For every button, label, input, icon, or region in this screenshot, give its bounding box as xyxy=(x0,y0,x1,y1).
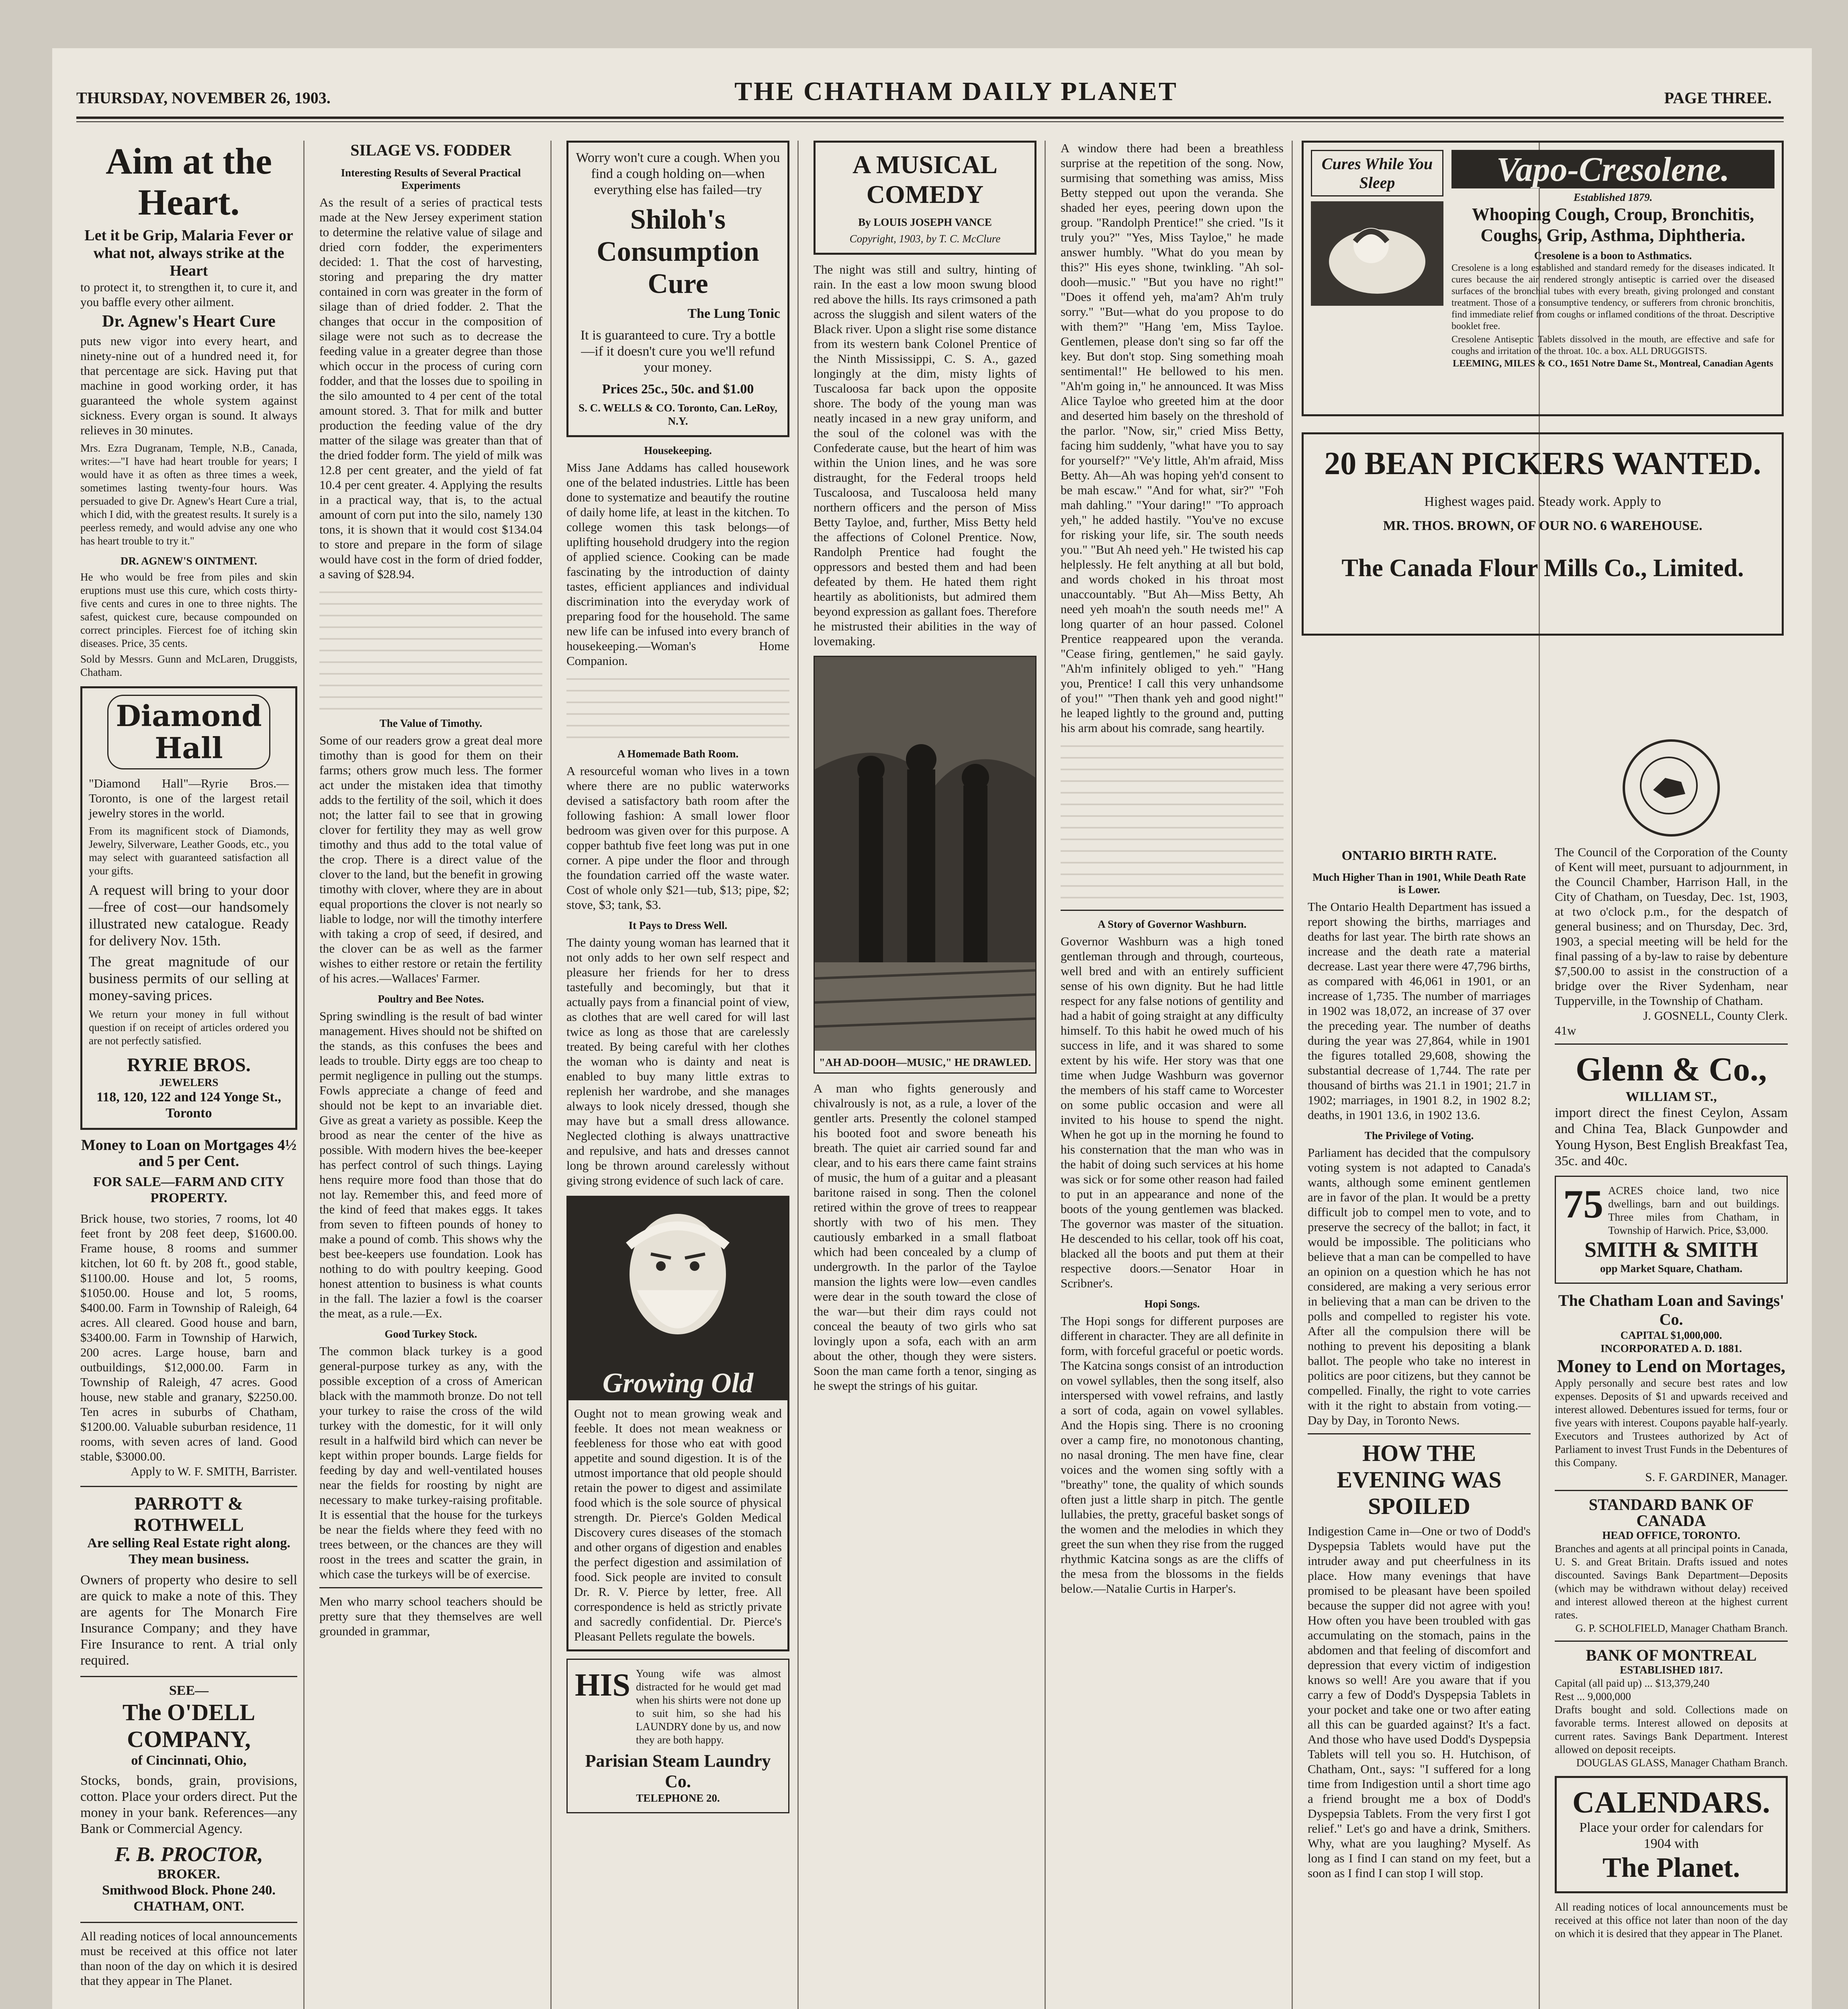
ad-text: Cresolene is a long established and standard remedy for the diseases indicated. It cures because the air rendered strongly antiseptic is carried over the diseased surfaces of the bronchial tubes with every breath, giving prolonged and constant treatment. Those of a consumptive tendency, or sufferers from chronic bronchitis, find immediate relief from coughs or inflamed conditions of the throat. Descriptive booklet free. xyxy=(1451,263,1774,331)
parrott-rothwell-ad xyxy=(80,1493,297,1669)
divider xyxy=(80,1922,297,1923)
divider xyxy=(1061,910,1284,911)
vapo-cresolene-ad xyxy=(1302,141,1784,416)
sale-headline: FOR SALE—FARM AND CITY PROPERTY. xyxy=(93,1174,285,1205)
story-text: A window there had been a breathless surprise at the repetition of the song. Now, surmising that something was amiss, Miss Betty stepped out upon the veranda. She shaded her eyes, peering down upon the group. "Randolph Prentice!" she cried. "Is it truly you?" "Yes, Miss Tayloe," he made answer humbly. "What do you mean by this?" His eyes shone, twinkling. "Ah sol-dooh—music." "But you have no right!" "Does it offend yeh, ma'am? Ah'm truly sorry." "But—what do you propose to do with them?" "Hang 'em, Miss Tayloe. Gentlemen, please don't sing so far off the key. But don't stop. Sing something moah sentimental!" He bellowed to his men. "Ah'm going in," he announced. It was Miss Alice Tayloe who greeted him at the door and deserted him basely on the threshold of the parlor. "Now, sir," cried Miss Betty, facing him suddenly, "what have you to say for yourself?" "Ve'y little, Ah'm afraid, Miss Betty. Ah—Ah was hoping yeh'd consent to be mah escaw." "And for what, sir?" "Foh mah dahling." "Your daring!" "To approach yeh," he added hastily. "You've no excuse for risking your life, sir. The south needs you." "But Ah need yeh." He twisted his cap helplessly. He felt anything at all but bold, and words choked in his throat most unaccountably. "But Ah—Miss Betty, Ah need yeh moah'n the south needs me!" A long quarter of an hour passed. Colonel Prentice reappeared upon the veranda. "Cease firing, gentlemen," he said gayly. "Ah'm infinitely obliged to yeh." "Hang you, Prentice! I call this very unhandsome of you!" "Then thank yeh and good night!" he leaped lightly to the ground and, putting his arm about his comrade, sang heartily. xyxy=(1061,141,1284,735)
divider xyxy=(319,1587,542,1588)
column-divider xyxy=(550,141,552,2009)
firm-address: opp Market Square, Chatham. xyxy=(1600,1262,1743,1275)
loan-co-signature: S. F. GARDINER, Manager. xyxy=(1645,1470,1788,1484)
ad-text: We return your money in full without question if on receipt of articles ordered you are not perfectly satisfied. xyxy=(89,1008,289,1047)
vapo-tagline: Cures While You Sleep xyxy=(1311,150,1443,196)
article-subhead: A Story of Governor Washburn. xyxy=(1098,918,1247,930)
growing-old-ad xyxy=(566,1196,789,1651)
see-label: SEE— xyxy=(169,1683,209,1698)
masthead-rule-thin xyxy=(76,121,1784,122)
ad-text: Cresolene Antiseptic Tablets dissolved in the mouth, are effective and safe for coughs and irritation of the throat. 10c. a box. ALL DRUGGISTS. xyxy=(1451,334,1774,356)
article-subhead: Good Turkey Stock. xyxy=(384,1328,477,1340)
diamond-hall-frame xyxy=(107,695,270,769)
council-notice: The Council of the Corporation of the County of Kent will meet, pursuant to adjournment, in the Council Chamber, Harrison Hall, in the City of Chatham, on Tuesday, Dec. 1st, 1903, at two o'clock p.m., for the despatch of general business; and on Thursday, Dec. 3rd, 1903, a special meeting will be held for the final passing of a by-law to raise by debenture $7,500.00 to assist in the construction of a bridge over the River Sydenham, near Tupperville, in the Township of Chatham. xyxy=(1555,845,1788,1008)
article-text: The dainty young woman has learned that it not only adds to her own self respect and pleasure her friends for her to dress tastefully and becomingly, but that it actually pays from a financial point of view, as clothes that are well cared for will last twice as long as those that are carelessly treated. By being careful with her clothes the woman who is dainty and neat is enabled to buy many little extras to replenish her wardrobe, and she manages always to look nicely dressed, though she may have but a small dress allowance. Neglected clothing is always unattractive and repulsive, and hats and dresses cannot long be thrown around carelessly without giving strong evidence of such lack of care. xyxy=(566,935,789,1187)
testimonial: Mrs. Ezra Dugranam, Temple, N.B., Canada, writes:—"I have had heart trouble for years; I would have it as often as three times a week, sometimes lasting twenty-four hours. Was persuaded to give Dr. Agnew's Heart Cure a trial, which I did, with the greatest results. It surely is a peerless remedy, and would advise any one who has heart trouble to try it." xyxy=(80,442,297,547)
article-text: Governor Washburn was a high toned gentleman through and through, courteous, well bred and with an entirely sufficient sense of his own dignity. But he had little respect for any false notions of gentility and had a habit of going straight at any difficulty himself. To this habit he owed much of his success in life, and it was shared to some extent by his wife. Her story was that one time when Judge Washburn was governor the members of his staff came to Worcester on some public occasion and were all invited to his house to spend the night. When he got up in the morning he found to his consternation that the man who was in the habit of doing such services at his home was sick or for some other reason had failed to put in an appearance and none of the boots of the young gentlemen was blacked. The governor was master of the situation. He descended to his cellar, took off his coat, blacked all the boots and put them at their respective doors.—Senator Hoar in Scribner's. xyxy=(1061,934,1284,1290)
article-headline: SILAGE VS. FODDER xyxy=(350,141,511,159)
ad-headline: CALENDARS. xyxy=(1572,1786,1770,1819)
sale-contact: Apply to W. F. SMITH, Barrister. xyxy=(130,1464,297,1478)
real-estate-listing xyxy=(80,1137,297,1479)
ad-sub: of Cincinnati, Ohio, xyxy=(131,1753,247,1768)
story-copyright: Copyright, 1903, by T. C. McClure xyxy=(849,233,1001,245)
story-title-box xyxy=(814,141,1036,255)
column-divider xyxy=(797,141,799,2009)
ad-text: A request will bring to your door—free of cost—our handsomely illustrated new catalogue. Ready for delivery Nov. 15th. xyxy=(89,882,289,949)
article-subhead: Much Higher Than in 1901, While Death Rate is Lower. xyxy=(1312,871,1526,896)
old-man-drawing xyxy=(568,1198,787,1367)
sleeping-child-illustration xyxy=(1311,201,1443,306)
divider xyxy=(80,1676,297,1677)
column-4 xyxy=(814,141,1036,2009)
story-author: By LOUIS JOSEPH VANCE xyxy=(858,216,992,228)
glenn-text: import direct the finest Ceylon, Assam and China Tea, Black Gunpowder and Young Hyson, Best English Breakfast Tea, 35c. and 40c. xyxy=(1555,1105,1788,1168)
vapo-maker: LEEMING, MILES & CO., 1651 Notre Dame St., Montreal, Canadian Agents xyxy=(1453,358,1773,369)
vapo-ailments: Whooping Cough, Croup, Bronchitis, Coughs, Grip, Asthma, Diphtheria. xyxy=(1472,205,1754,245)
article-text: Some of our readers grow a great deal more timothy than is good for them on their farms; others grow much less. The former act under the mistaken idea that timothy adds to the fertility of the soil, which it does not; the latter fail to see that in growing clover for fertility they may as well grow timothy and thus add to the total value of the crop. There is a direct value of the clover to the land, but the benefit in growing timothy with clover, where they are in about equal proportions the clover is not nearly so liable to lodge, nor will the timothy interfere with taking a crop of seed, if desired, and the clover can be as well as the farmer wishes to either restore or retain the fertility of his acres.—Wallaces' Farmer. xyxy=(319,733,542,985)
sleeping-child-drawing xyxy=(1311,201,1443,306)
issue-date: THURSDAY, NOVEMBER 26, 1903. xyxy=(76,89,331,107)
divider xyxy=(80,1486,297,1487)
ad-lead: Worry won't cure a cough. When you find a cough holding on—when everything else has failed—try xyxy=(576,150,780,197)
divider xyxy=(1555,1490,1788,1491)
column-divider xyxy=(303,141,305,2009)
shiloh-consumption-cure-ad xyxy=(566,141,789,437)
subhead: DR. AGNEW'S OINTMENT. xyxy=(120,555,258,567)
montreal-bank-headline: BANK OF MONTREAL xyxy=(1586,1646,1757,1664)
ad-headline: Growing Old xyxy=(568,1367,787,1400)
article-subhead: A Homemade Bath Room. xyxy=(617,748,739,760)
sale-text: Brick house, two stories, 7 rooms, lot 40 feet front by 208 feet deep, $1600.00. Frame house, 8 rooms and summer kitchen, lot 60 ft. by 208 ft., good stable, $1100.00. House and lot, 5 rooms, $1050.00. House and lot, 5 rooms, $400.00. Farm in Township of Raleigh, 64 acres. All cleared. Good house and barn, $3400.00. Farm in Township of Harwich, 200 acres. Large house, barn and outbuildings, $12,000.00. Farm in Township of Raleigh, 47 acres. Good house, new stable and granary, $2250.00. Ten acres in suburbs of Chatham, $1200.00. Valuable suburban residence, 11 rooms, with seven acres of land. Good stable, $3000.00. xyxy=(80,1211,297,1463)
column-7 xyxy=(1555,739,1788,2009)
story-text: The night was still and sultry, hinting of rain. In the east a low moon swung blood red above the hills. Its rays crimsoned a path across the sluggish and silent waters of the Black river. Upon a slight rise some distance from its western bank Colonel Prentice of the Ninth Mississippi, C. S. A., gazed longingly at the dim, misty lights of Tuscaloosa far back upon the opposite shore. The body of the young man was neatly incased in a new gray uniform, and the soul of the colonel was with the Confederate cause, but the heart of him was within the Union lines, and he was sore distraught, for the Federal troops held Tuscaloosa, and Tuscaloosa held many northern officers and the person of Miss Betty Tayloe, and, further, Miss Betty held the affections of Colonel Prentice. Now, Randolph Prentice had fought the oppressors and bested them and had been defeated by them. He hated them right heartily as abolitionists, but admired them beyond expression as gallant foes. Therefore he mistrusted their abilities in the way of lovemaking. xyxy=(814,262,1036,648)
standard-bank-headline: STANDARD BANK OF CANADA xyxy=(1588,1495,1754,1530)
company-name: RYRIE BROS. xyxy=(127,1054,251,1076)
farm-sale-ad xyxy=(1555,1176,1788,1284)
vapo-established: Established 1879. xyxy=(1573,191,1653,203)
illustration-caption: "AH AD-DOOH—MUSIC," HE DRAWLED. xyxy=(819,1056,1031,1068)
column-1 xyxy=(80,141,297,2009)
loan-co-headline: The Chatham Loan and Savings' Co. xyxy=(1558,1291,1785,1328)
glenn-headline: Glenn & Co., xyxy=(1575,1051,1767,1088)
montreal-bank-rest: Rest ... 9,000,000 xyxy=(1555,1690,1631,1702)
ad-headline: Shiloh's Consumption Cure xyxy=(597,204,759,299)
ad-headline: Vapo-Cresolene. xyxy=(1451,150,1774,188)
page-number: PAGE THREE. xyxy=(1664,89,1772,107)
company-address: 118, 120, 122 and 124 Yonge St., Toronto xyxy=(96,1090,281,1121)
ad-text: "Diamond Hall"—Ryrie Bros.—Toronto, is one of the largest retail jewelry stores in the world. xyxy=(89,776,289,820)
article-text: The Hopi songs for different purposes are different in character. They are all definite in form, with forceful graceful or poetic words. The Katcina songs consist of an introduction on vowel syllables, then the song itself, also interspersed with vowel refrains, and lastly a sort of coda, again on vowel syllables. And the Hopis sing. There is no crooning over a camp fire, no monotonous chanting, no nasal droning. The men have fine, clear voices and the women sing softly with a "breathy" tone, the quality of which sounds often just a little sharp in pitch. The gentle lullabies, the pretty, graceful basket songs of the women and the melodies in which they greet the sun when they rise from the rugged rhythmic Katcina songs as are the cliffs of the mesa from the blossoms in the fields below.—Natalie Curtis in Harper's. xyxy=(1061,1314,1284,1596)
montreal-bank-established: ESTABLISHED 1817. xyxy=(1619,1664,1723,1676)
article-headline: HOW THE EVENING WAS SPOILED xyxy=(1337,1440,1502,1519)
ad-sub: Are selling Real Estate right along. They mean business. xyxy=(87,1536,290,1567)
column-5 xyxy=(1061,141,1284,2009)
divider xyxy=(1308,1433,1531,1434)
column-text-continued xyxy=(566,668,789,741)
county-seal xyxy=(1623,739,1720,837)
montreal-bank-capital: Capital (all paid up) ... $13,379,240 xyxy=(1555,1677,1710,1689)
montreal-bank-text: Drafts bought and sold. Collections made on favorable terms. Interest allowed on deposits at current rates. Savings Bank Department. Interest allowed on deposit receipts. xyxy=(1555,1704,1788,1755)
story-illustration xyxy=(814,656,1036,1074)
newspaper-title: THE CHATHAM DAILY PLANET xyxy=(734,77,1178,106)
proctor-address: Smithwood Block. Phone 240. CHATHAM, ONT. xyxy=(102,1883,276,1914)
story-headline: A MUSICAL COMEDY xyxy=(852,150,998,209)
farm-sale-row xyxy=(1563,1184,1779,1237)
ad-text: puts new vigor into every heart, and ninety-nine out of a hundred need it, for that percentage are sick. Having put that machine in good working order, it has guaranteed the whole system against sickness. Every organ is sound. It always relieves in 30 minutes. xyxy=(80,334,297,437)
column-2 xyxy=(319,141,542,2009)
seal-emblem xyxy=(1625,742,1713,829)
loan-co-capital: CAPITAL $1,000,000. xyxy=(1620,1329,1722,1341)
company-sub: JEWELERS xyxy=(159,1076,219,1088)
ad-text: The great magnitude of our business permits of our selling at money-saving prices. xyxy=(89,953,289,1003)
column-divider xyxy=(1045,141,1046,2009)
article-text: Men who marry school teachers should be pretty sure that they themselves are well grounded in grammar, xyxy=(319,1594,542,1638)
ad-text: to protect it, to strengthen it, to cure it, and you baffle every other ailment. xyxy=(80,280,297,309)
article-text: The Ontario Health Department has issued a report showing the births, marriages and deaths for last year. The birth rate shows an increase and the death rate a material decrease. Last year there were 47,796 births, as compared with 46,061 in 1901, or an increase of 1,735. The number of marriages in 1902 was 18,072, an increase of 37 over the preceding year. The number of deaths during the year was 27,864, while in 1901 the figures totalled 29,608, showing the substantial decrease of 1,744. The rate per thousand of births was 21.1 in 1901; 21.7 in 1902; marriages, in 1901 8.2, in 1902 8.2; deaths, in 1901 13.6, in 1902 13.6. xyxy=(1308,900,1531,1122)
ad-text: Highest wages paid. Steady work. Apply to xyxy=(1424,494,1661,509)
article-text: Indigestion Came in—One or two of Dodd's Dyspepsia Tablets would have put the intruder away and put cheerfulness in its place. How many evenings that have promised to be pleasant have been spoiled because the supper did not agree with you! How often you have been troubled with gas accumulating on the stomach, pains in the abdomen and that feeling of discomfort and depression that every victim of indigestion knows so well! Are you aware that if you carry a few of Dodd's Dyspepsia Tablets in your pocket and take one or two after eating all this can be guarded against? It's a fact. And those who have used Dodd's Dyspepsia Tablets will tell you so. H. Hutchison, of Chatham, Ont., says: "I suffered for a long time from Indigestion until a short time ago a friend brought me a box of Dodd's Dyspepsia Tablets. From the very first I got relief." Let's go and have a drink, Smithers. Why, what are you laughing? Myself. As long as I find I can stand on my feet, but a soon as I find I can stop I will stop. xyxy=(1308,1524,1531,1880)
ad-prices: Prices 25c., 50c. and $1.00 xyxy=(602,382,754,397)
ad-text: From its magnificent stock of Diamonds, Jewelry, Silverware, Leather Goods, etc., you may select with guaranteed satisfaction all your gifts. xyxy=(89,825,289,877)
vapo-left xyxy=(1311,150,1443,407)
wide-ads xyxy=(1302,141,1784,643)
laundry-name: Parisian Steam Laundry Co. xyxy=(585,1751,771,1791)
ad-headline: Diamond Hall xyxy=(116,699,262,765)
ad-tagline: The Lung Tonic xyxy=(687,306,780,321)
soldiers-serenade-drawing xyxy=(815,657,1035,1051)
ad-lead: Let it be Grip, Malaria Fever or what not, always strike at the Heart xyxy=(84,227,293,279)
divider xyxy=(1555,1641,1788,1642)
column-3 xyxy=(566,141,789,2009)
article-subhead: Housekeeping. xyxy=(644,444,712,456)
article-text: A resourceful woman who lives in a town where there are no public waterworks devised a satisfactory bath room after the following fashion: A small lower floor bedroom was given over for this purpose. A copper bathtub five feet long was put in one corner. A pipe under the floor and through the foundation carried off the waste water. Cost of whole only $21—tub, $13; pipe, $2; stove, $3; tank, $3. xyxy=(566,764,789,912)
ad-headline: The O'DELL COMPANY, xyxy=(122,1699,256,1752)
masthead-rule xyxy=(76,117,1784,119)
vapo-right xyxy=(1451,150,1774,407)
ad-text: Place your order for calendars for 1904 with xyxy=(1579,1820,1763,1851)
reading-notice: All reading notices of local announcements must be received at this office not later than noon of the day on which it is desired that they appear in The Planet. xyxy=(1555,1901,1788,1939)
ad-contact: MR. THOS. BROWN, OF OUR NO. 6 WAREHOUSE. xyxy=(1383,518,1703,533)
standard-bank-office: HEAD OFFICE, TORONTO. xyxy=(1602,1529,1740,1541)
article-text: Miss Jane Addams has called housework one of the belated industries. Little has been done to systematize and beautify the routine of daily home life, at least in the kitchen. To college women this task belongs—of uplifting household drudgery into the region of applied science. Cooking can be made fascinating by the introduction of dainty tastes, efficient appliances and individual discrimination into the everyday work of preparing food for the household. The same new life can be infused into every branch of housekeeping.—Woman's Home Companion. xyxy=(566,460,789,668)
ad-text: Ought not to mean growing weak and feeble. It does not mean weakness or feebleness for those who eat with good appetite and sound digestion. It is of the utmost importance that old people should retain the power to digest and assimilate food which is the sole source of physical strength. Dr. Pierce's Golden Medical Discovery cures diseases of the stomach and other organs of digestion and enables the perfect digestion and assimilation of food. Sick people are invited to consult Dr. R. V. Pierce by letter, free. All correspondence is held as strictly private and sacredly confidential. Dr. Pierce's Pleasant Pellets regulate the bowels. xyxy=(574,1406,782,1643)
proctor-sub: BROKER. xyxy=(157,1867,220,1882)
ad-headline: PARROTT & ROTHWELL xyxy=(134,1493,244,1535)
loan-co-subhead: Money to Lend on Mortages, xyxy=(1557,1356,1786,1376)
article-headline: ONTARIO BIRTH RATE. xyxy=(1341,848,1497,863)
vapo-boon: Cresolene is a boon to Asthmatics. xyxy=(1534,250,1692,262)
bean-pickers-ad xyxy=(1302,432,1784,636)
article-text: Spring swindling is the result of bad winter management. Hives should not be shifted on the stands, as this confuses the bees and leads to trouble. Dirty eggs are too cheap to permit negligence in pulling out the stumps. Fowls appreciate a change of feed and should not be kept to an invariable diet. Give as great a variety as possible. Keep the brood as near the center of the hive as possible. With modern hives the bee-keeper has perfect control of such things. Laying hens require more food than those that do not lay. Remember this, and feed more of the kind of feed that makes eggs. It takes from seven to fifteen pounds of honey to make a pound of comb. This shows why the best bee-keepers use foundation. Look has nothing to do with poultry keeping. Good honest attention to business is what counts in the fall. The lazier a fowl is the coarser the meat, as a rule.—Ex. xyxy=(319,1009,542,1320)
standard-bank-text: Branches and agents at all principal points in Canada, U. S. and Great Britain. Drafts issued and notes discounted. Savings Bank Department—Deposits (which may be withdrawn without delay) received and interest allowed thereon at the highest current rates. xyxy=(1555,1543,1788,1621)
ad-headline: Aim at the Heart. xyxy=(106,141,272,223)
firm-name: SMITH & SMITH xyxy=(1584,1238,1758,1262)
agnew-heart-cure-ad xyxy=(80,141,297,679)
seller-line: Sold by Messrs. Gunn and McLaren, Druggists, Chatham. xyxy=(80,653,297,678)
article-subhead: Poultry and Bee Notes. xyxy=(378,993,484,1005)
laundry-ad-row xyxy=(575,1667,781,1747)
old-man-illustration xyxy=(568,1198,787,1367)
article-text: Parliament has decided that the compulsory voting system is not adapted to Canada's wants, although some eminent gentlemen are in favor of the plan. It would be a pretty difficult job to compel men to vote, and to preserve the secrecy of the ballot; in fact, it would be impossible. The politicians who believe that a man can be compelled to have an opinion on a question which he has not considered, are making a very serious error in believing that a man can be driven to the polls and compelled to register his vote. After all the compulsion there will be nothing to prevent his depositing a blank ballot. The people who take no interest in politics are poor citizens, but they cannot be compelled. Finally, the right to vote carries with it the right to abstain from voting.—Day by Day, in Toronto News. xyxy=(1308,1146,1531,1427)
ad-text: Young wife was almost distracted for he would get mad when his shirts were not done up to suit him, so she had his LAUNDRY done by us, and now they are both happy. xyxy=(636,1667,781,1746)
ad-text: Stocks, bonds, grain, provisions, cotton. Place your orders direct. Put the money in your bank. References—any Bank or Commercial Agency. xyxy=(80,1773,297,1836)
column-divider xyxy=(1292,141,1293,2009)
notice-code: 41w xyxy=(1555,1023,1576,1037)
story-text: A man who fights generously and chivalrously is not, as a rule, a lover of the gentler arts. Presently the colonel stamped his booted foot and swore beneath his breath. The quiet air carried sound far and clear, and to his ears there came faint strains of music, the hum of a guitar and a pleasant baritone raised in song. Then the colonel retired within the grove of trees to reappear shortly with two of his men. They cautiously embarked in a small flatboat which had been concealed by a clump of undergrowth. In the parlor of the Tayloe mansion the lights were low—even candles were dear in the south toward the close of the war—but their dim rays could not conceal the beauty of two girls who sat lovingly upon a sofa, each with an arm about the other, though they were sisters. Soon the man came forth a tenor, singing as he swept the strings of his guitar. xyxy=(814,1081,1036,1393)
newspaper-page xyxy=(52,48,1812,2009)
calendars-ad xyxy=(1555,1776,1788,1893)
article-subhead: Hopi Songs. xyxy=(1144,1298,1200,1310)
company-name: The Canada Flour Mills Co., Limited. xyxy=(1341,554,1744,582)
ad-big-word: HIS xyxy=(575,1667,630,1703)
montreal-bank-signature: DOUGLAS GLASS, Manager Chatham Branch. xyxy=(1576,1757,1788,1769)
odell-company-ad xyxy=(80,1683,297,1915)
ad-text: Owners of property who desire to sell are quick to make a note of this. They are agents for The Monarch Fire Insurance Company; and they have Fire Insurance to rent. A trial only required. xyxy=(80,1573,297,1668)
glenn-address: WILLIAM ST., xyxy=(1625,1089,1717,1104)
standard-bank-signature: G. P. SCHOLFIELD, Manager Chatham Branch. xyxy=(1575,1622,1788,1634)
reading-notice: All reading notices of local announcements must be received at this office not later than noon of the day on which it is desired that they appear in The Planet. xyxy=(80,1929,297,1988)
ad-headline: 20 BEAN PICKERS WANTED. xyxy=(1324,446,1761,481)
loan-headline: Money to Loan on Mortgages 4½ and 5 per Cent. xyxy=(81,1137,297,1170)
acres-number: 75 xyxy=(1563,1182,1603,1226)
ad-text: He who would be free from piles and skin eruptions must use this cure, which costs thirty-five cents and cures in one to three nights. The safest, quickest cure, because compounded on correct principles. Fiercest foe of itching skin diseases. Price, 35 cents. xyxy=(80,571,297,649)
article-text: The common black turkey is a good general-purpose turkey as any, with the possible exception of a cross of American black with the mammoth bronze. Do not tell your turkey to raise the cross of the wild turkey with the domestic, for it will only result in a halfwild bird which can never be kept within proper bounds. Large fields for feeding by day and well-ventilated houses near the fields for roosting by night are necessary to make turkey-raising profitable. It is essential that the house for the turkeys be near the fields where they feed with no trees between, or the chances are they will roost in the trees and scatter the grain, in which case the turkeys will be of exercise. xyxy=(319,1344,542,1581)
ad-maker: S. C. WELLS & CO. Toronto, Can. LeRoy, N.Y. xyxy=(579,402,777,427)
laundry-phone: TELEPHONE 20. xyxy=(636,1792,720,1804)
article-subhead: The Value of Timothy. xyxy=(379,717,482,729)
ad-text: ACRES choice land, two nice dwellings, barn and out buildings. Three miles from Chatham, in Township of Harwich. Price, $3,000. xyxy=(1608,1185,1779,1236)
column-text-continued xyxy=(1061,735,1284,904)
diamond-hall-ad xyxy=(80,686,297,1130)
loan-co-incorporated: INCORPORATED A. D. 1881. xyxy=(1600,1342,1742,1354)
council-signature: J. GOSNELL, County Clerk. xyxy=(1643,1009,1788,1023)
ad-guarantee: It is guaranteed to cure. Try a bottle—if it doesn't cure you we'll refund your money. xyxy=(580,328,776,375)
column-text-continued xyxy=(319,581,542,710)
parisian-laundry-ad xyxy=(566,1659,789,1813)
loan-co-text: Apply personally and secure best rates and low expenses. Deposits of $1 and upwards received and interest allowed. Debentures issued for terms, four or five years with interest. Coupons payable half-yearly. Executors and Trustees authorized by Act of Parliament to invest Trust Funds in the Debentures of this Company. xyxy=(1555,1377,1788,1469)
article-subhead: It Pays to Dress Well. xyxy=(628,919,728,931)
article-text: As the result of a series of practical tests made at the New Jersey experiment station to determine the relative value of silage and dried corn fodder, the experimenters decided: 1. That the cost of harvesting, storing and preparing the dry matter contained in corn was greater in the form of silage than of dried fodder. 2. That the changes that occur in the composition of silage were not such as to decrease the feeding value in a greater degree than those which occur in the process of curing corn fodder, and that the losses due to spoiling in the silo amounted to 4 per cent of the total amount stored. 3. That for milk and butter production the feeding value of the dry matter of the silage was greater than that of the dried fodder form. The yield of milk was 12.8 per cent greater, and the yield of fat 10.4 per cent greater. 4. Applying the results in a practical way, that is, to the actual amount of corn put into the silo, namely 130 tons, it is shown that it would cost $134.04 to store and prepare in the form of silage would have cost in the form of dried fodder, a saving of $28.94. xyxy=(319,195,542,581)
article-subhead: The Privilege of Voting. xyxy=(1364,1129,1474,1142)
masthead xyxy=(52,76,1812,113)
ad-publisher: The Planet. xyxy=(1602,1852,1740,1883)
article-subhead: Interesting Results of Several Practical Experiments xyxy=(341,167,521,191)
divider xyxy=(1555,1043,1788,1045)
product-name: Dr. Agnew's Heart Cure xyxy=(102,312,276,331)
proctor-name: F. B. PROCTOR, xyxy=(114,1843,263,1866)
